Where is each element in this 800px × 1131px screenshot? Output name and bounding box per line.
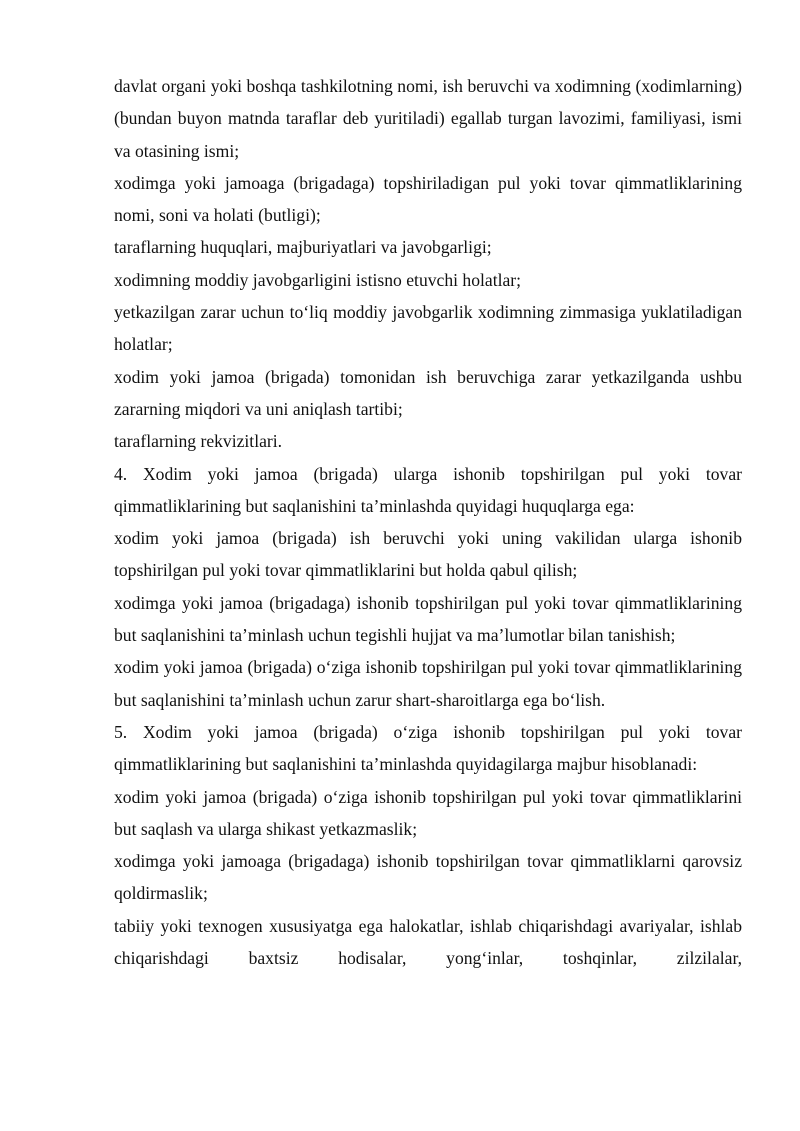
- paragraph-section-5: 5. Xodim yoki jamoa (brigada) o‘ziga ishonib topshirilgan pul yoki tovar qimmatliklarining but saqlanishini ta’minlashda quyidagilarga majbur hisoblanadi:: [114, 721, 742, 775]
- paragraph-receive-valuables: xodim yoki jamoa (brigada) ish beruvchi yoki uning vakilidan ularga ishonib topshirilgan pul yoki tovar qimmatliklarini but holda qabul qilish;: [114, 528, 742, 581]
- paragraph-review-documents: xodimga yoki jamoa (brigadaga) ishonib topshirilgan pul yoki tovar qimmatliklarining but saqlanishini ta’minlash uchun tegishli hujjat va ma’lumotlar bilan tanishish;: [114, 592, 742, 646]
- paragraph-section-4: 4. Xodim yoki jamoa (brigada) ularga ishonib topshirilgan pul yoki tovar qimmatliklarining but saqlanishini ta’minlashda quyidagi huquqlarga ega:: [114, 463, 742, 516]
- paragraph-preserve-valuables: xodim yoki jamoa (brigada) o‘ziga ishonib topshirilgan pul yoki tovar qimmatliklarini but saqlash va ularga shikast yetkazmaslik;: [114, 786, 742, 839]
- paragraph-not-unattended: xodimga yoki jamoaga (brigadaga) ishonib topshirilgan tovar qimmatliklarni qarovsiz qoldirmaslik;: [114, 851, 742, 904]
- paragraph-full-liability: yetkazilgan zarar uchun to‘liq moddiy javobgarlik xodimning zimmasiga yuklatiladigan holatlar;: [114, 302, 742, 355]
- paragraph-valuables-list: xodimga yoki jamoaga (brigadaga) topshiriladigan pul yoki tovar qimmatliklarining nomi, soni va holati (butligi);: [114, 172, 742, 226]
- paragraph-exemptions: xodimning moddiy javobgarligini istisno etuvchi holatlar;: [114, 269, 522, 290]
- paragraph-damage-amount: xodim yoki jamoa (brigada) tomonidan ish beruvchiga zarar yetkazilganda ushbu zararning miqdori va uni aniqlash tartibi;: [114, 366, 742, 419]
- paragraph-requisites: taraflarning rekvizitlari.: [114, 431, 283, 452]
- paragraph-disasters: tabiiy yoki texnogen xususiyatga ega halokatlar, ishlab chiqarishdagi avariyalar, ishlab chiqarishdagi baxtsiz hodisalar, yong‘inlar, toshqinlar, zilzilalar,: [114, 915, 742, 969]
- paragraph-party-details: davlat organi yoki boshqa tashkilotning nomi, ish beruvchi va xodimning (xodimlarning) (bundan buyon matnda taraflar deb yuritiladi) egallab turgan lavozimi, familiyasi, ismi va otasining ismi;: [114, 76, 742, 161]
- paragraph-rights-duties: taraflarning huquqlari, majburiyatlari va javobgarligi;: [114, 237, 492, 258]
- paragraph-conditions: xodim yoki jamoa (brigada) o‘ziga ishonib topshirilgan pul yoki tovar qimmatliklarining but saqlanishini ta’minlash uchun zarur shart-sharoitlarga ega bo‘lish.: [114, 657, 742, 710]
